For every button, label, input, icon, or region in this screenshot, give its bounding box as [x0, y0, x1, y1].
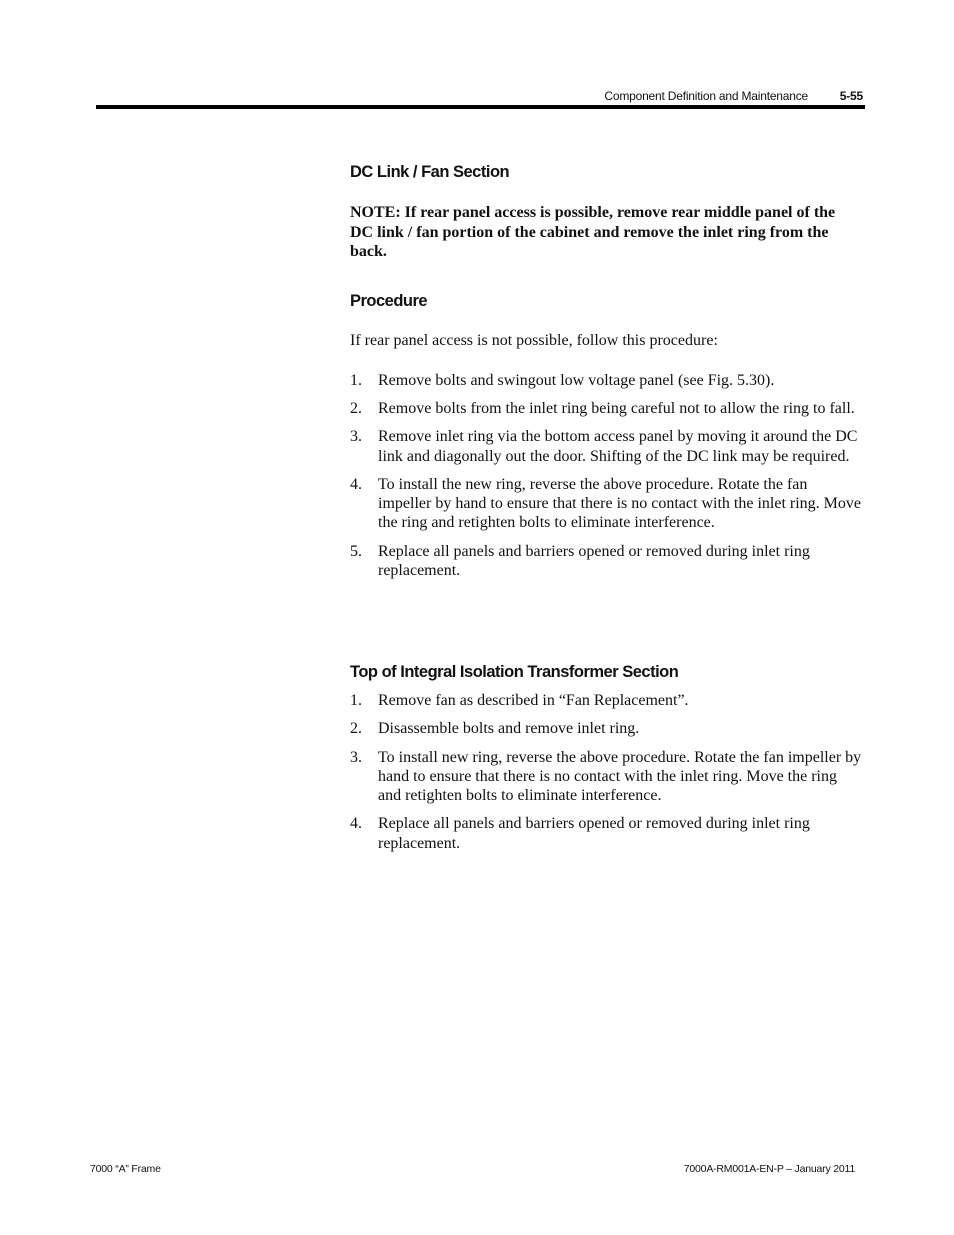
step-text: To install the new ring, reverse the above procedure. Rotate the fan impeller by hand to ensure that there is no contact with the inlet ring. Move the ring and retighten bolts to eliminate interference.: [378, 475, 861, 532]
list-item: [350, 427, 862, 466]
step-text: Remove bolts and swingout low voltage panel (see Fig. 5.30).: [378, 371, 775, 389]
step-text: Replace all panels and barriers opened or removed during inlet ring replacement.: [378, 815, 810, 852]
section-isolation-transformer: [350, 662, 862, 853]
list-item: [350, 371, 862, 390]
step-number: 5.: [350, 542, 362, 560]
step-number: 1.: [350, 371, 362, 389]
transformer-steps-list: [350, 691, 862, 853]
step-text: Replace all panels and barriers opened or removed during inlet ring replacement.: [378, 542, 810, 579]
list-item: [350, 691, 862, 710]
procedure-intro: If rear panel access is not possible, follow this procedure:: [350, 332, 718, 350]
list-item: [350, 542, 862, 581]
list-item: [350, 719, 862, 738]
running-header-title: Component Definition and Maintenance: [604, 89, 808, 103]
step-number: 2.: [350, 720, 362, 738]
step-text: Remove fan as described in “Fan Replacement”.: [378, 692, 689, 709]
page-number: 5-55: [839, 89, 863, 103]
step-number: 4.: [350, 475, 362, 493]
header-rule: [96, 105, 865, 109]
list-item: [350, 475, 862, 533]
note-paragraph: NOTE: If rear panel access is possible, remove rear middle panel of the DC link / fan portion of the cabinet and remove the inlet ring from the back.: [350, 204, 836, 261]
section-heading-dc-link-fan: DC Link / Fan Section: [350, 163, 510, 181]
list-item: [350, 399, 862, 418]
step-number: 4.: [350, 815, 362, 833]
step-text: Remove inlet ring via the bottom access panel by moving it around the DC link and diagonally out the door. Shifting of the DC link may be required.: [378, 428, 858, 465]
list-item: [350, 814, 862, 853]
procedure-steps-list: [350, 371, 862, 581]
section-heading-procedure: Procedure: [350, 292, 428, 311]
step-text: Remove bolts from the inlet ring being careful not to allow the ring to fall.: [378, 399, 855, 417]
list-item: [350, 748, 862, 806]
step-number: 3.: [350, 748, 362, 766]
section-heading-isolation-transformer: Top of Integral Isolation Transformer Section: [350, 663, 679, 681]
section-dc-link-fan: [350, 162, 862, 580]
step-number: 1.: [350, 692, 362, 709]
step-text: Disassemble bolts and remove inlet ring.: [378, 720, 640, 738]
footer-publication-info: 7000A-RM001A-EN-P – January 2011: [683, 1163, 855, 1175]
step-number: 3.: [350, 428, 362, 446]
footer-document-title: 7000 “A” Frame: [90, 1163, 161, 1175]
step-text: To install new ring, reverse the above procedure. Rotate the fan impeller by hand to ensure that there is no contact with the inlet ring. Move the ring and retighten bolts to eliminate interference.: [378, 748, 862, 805]
step-number: 2.: [350, 399, 362, 417]
